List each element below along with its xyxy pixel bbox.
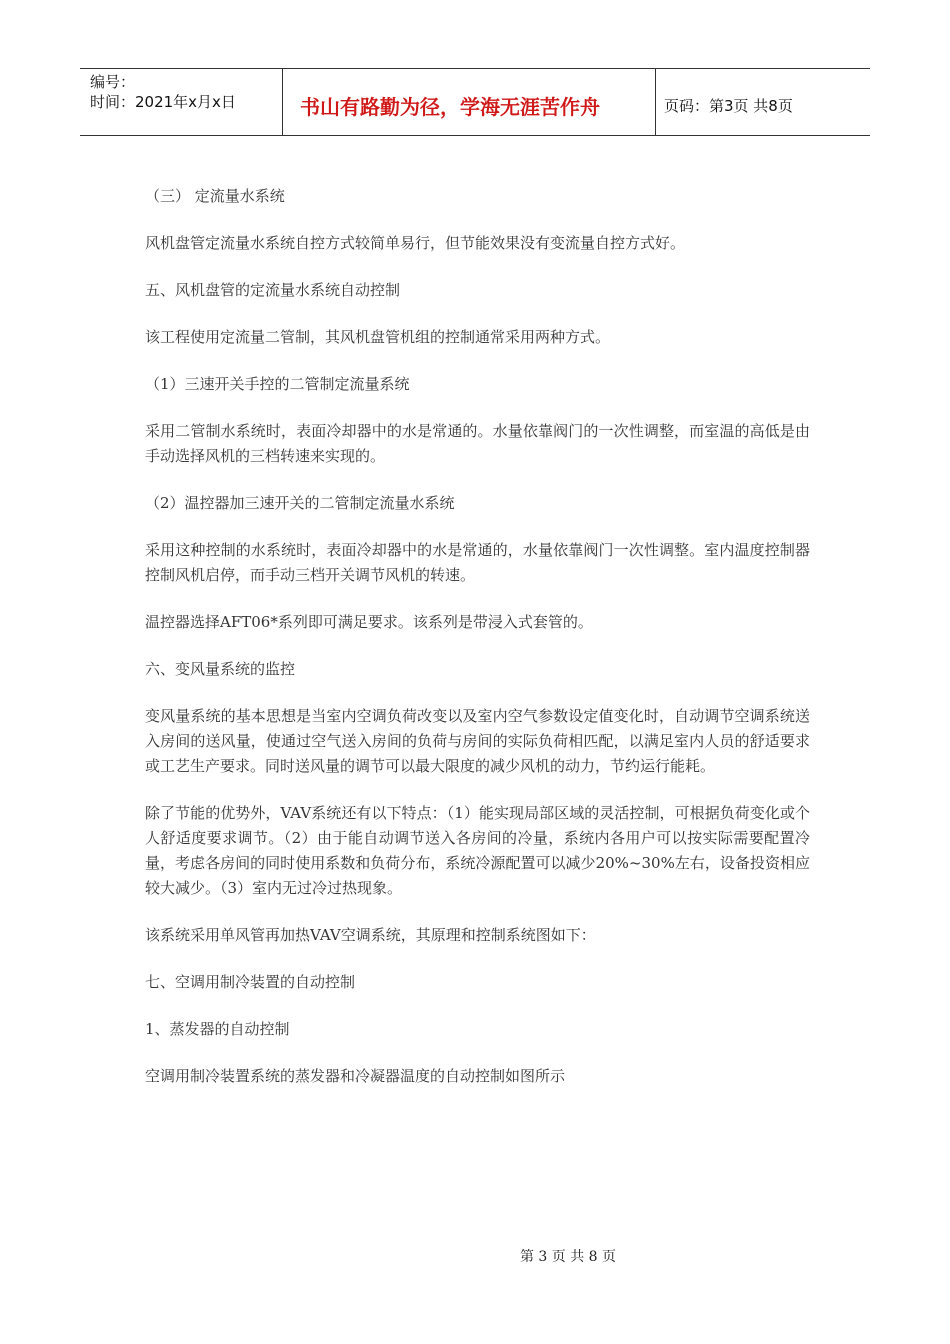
header-divider-right: [655, 68, 656, 135]
document-date-label: 时间：2021年x月x日: [90, 93, 236, 111]
section-heading: 六、变风量系统的监控: [145, 660, 296, 678]
section-heading: 七、空调用制冷装置的自动控制: [145, 973, 356, 991]
body-paragraph: 空调用制冷装置系统的蒸发器和冷凝器温度的自动控制如图所示: [145, 1067, 566, 1085]
body-paragraph: 除了节能的优势外，VAV系统还有以下特点：（1）能实现局部区域的灵活控制，可根据负荷变化或个人舒适度要求调节。（2）由于能自动调节送入各房间的冷量，系统内各用户可以按实际需要配置冷量，考虑各房间的同时使用系数和负荷分布，系统冷源配置可以减少20%~30%左右，设备投资相应较大减少。（3）室内无过冷过热现象。: [145, 804, 810, 897]
subsection-heading: （1）三速开关手控的二管制定流量系统: [145, 375, 410, 393]
header-motto: 书山有路勤为径，学海无涯苦作舟: [300, 95, 600, 119]
body-paragraph: 该工程使用定流量二管制，其风机盘管机组的控制通常采用两种方式。: [145, 328, 611, 346]
subsection-heading: 1、蒸发器的自动控制: [145, 1020, 290, 1038]
header-page-info: 页码：第3页 共8页: [664, 97, 793, 115]
body-paragraph: 风机盘管定流量水系统自控方式较简单易行，但节能效果没有变流量自控方式好。: [145, 234, 686, 252]
document-body: [145, 184, 810, 1111]
body-paragraph: 采用这种控制的水系统时，表面冷却器中的水是常通的，水量依靠阀门一次性调整。室内温度控制器控制风机启停，而手动三档开关调节风机的转速。: [145, 541, 810, 584]
body-paragraph: 变风量系统的基本思想是当室内空调负荷改变以及室内空气参数设定值变化时，自动调节空调系统送入房间的送风量，使通过空气送入房间的负荷与房间的实际负荷相匹配，以满足室内人员的舒适要求或工艺生产要求。同时送风量的调节可以最大限度的减少风机的动力，节约运行能耗。: [145, 707, 810, 775]
page-footer: 第 3 页 共 8 页: [519, 1249, 617, 1265]
body-paragraph: 温控器选择AFT06*系列即可满足要求。该系列是带浸入式套管的。: [145, 613, 593, 631]
header-divider-left: [282, 68, 283, 135]
header-top-rule: [80, 68, 870, 69]
subsection-heading: （2）温控器加三速开关的二管制定流量水系统: [145, 494, 455, 512]
section-heading: （三） 定流量水系统: [145, 187, 285, 205]
section-heading: 五、风机盘管的定流量水系统自动控制: [145, 281, 401, 299]
document-number-label: 编号：: [90, 73, 136, 91]
body-paragraph: 该系统采用单风管再加热VAV空调系统，其原理和控制系统图如下：: [145, 926, 596, 944]
header-bottom-rule: [80, 135, 870, 136]
body-paragraph: 采用二管制水系统时，表面冷却器中的水是常通的。水量依靠阀门的一次性调整，而室温的高低是由手动选择风机的三档转速来实现的。: [145, 422, 810, 465]
